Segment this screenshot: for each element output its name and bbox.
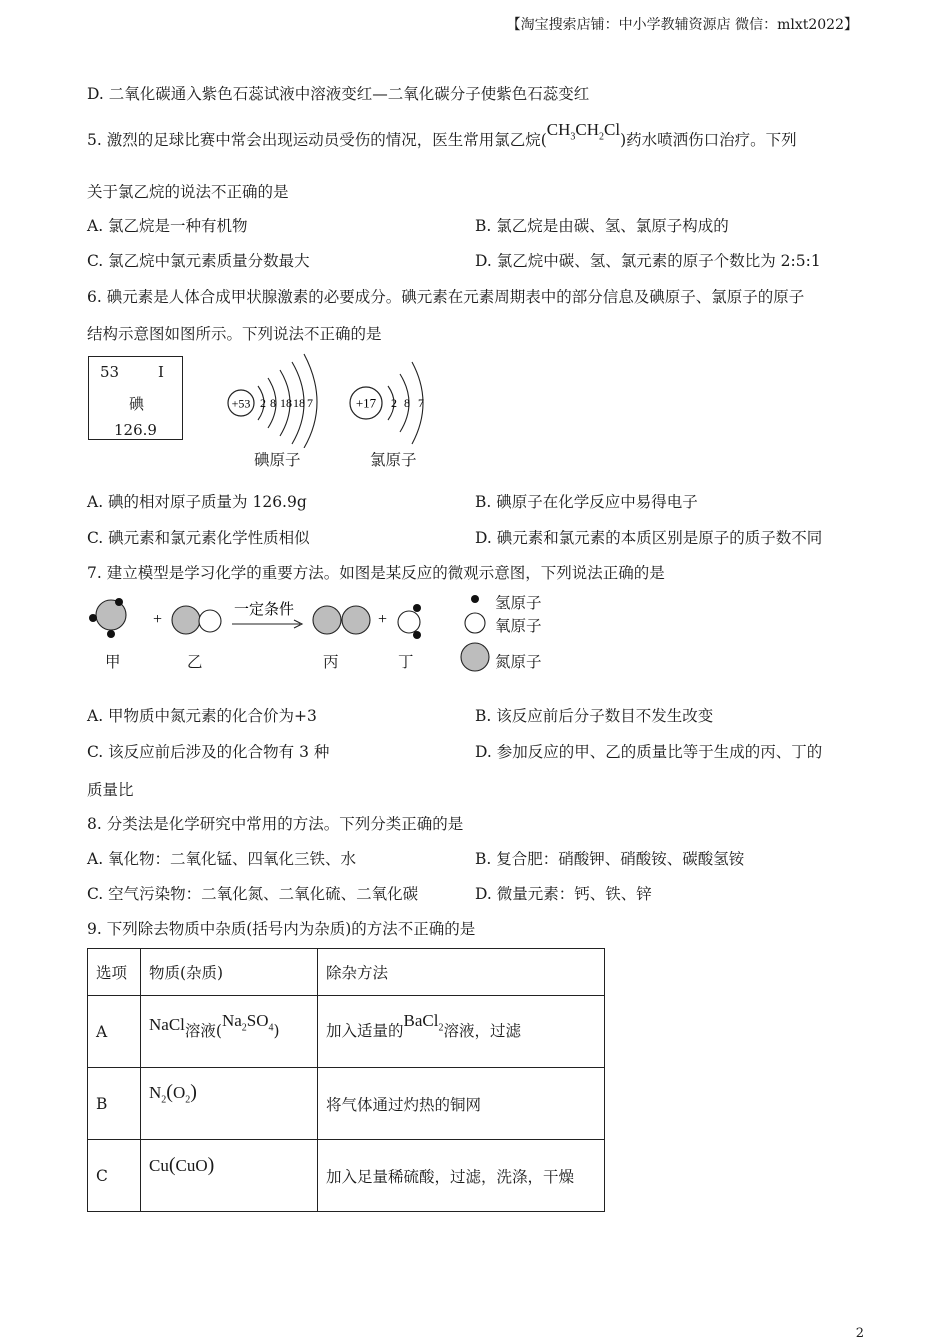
row-method: [318, 996, 605, 1068]
legend-oxygen: 氧原子: [495, 617, 542, 635]
q6-option-b: B. 碘原子在化学反应中易得电子: [475, 493, 698, 511]
row-substance: [141, 1140, 318, 1212]
row-substance: [141, 1068, 318, 1140]
q8-option-b: B. 复合肥：硝酸钾、硝酸铵、碳酸氢铵: [475, 850, 745, 868]
atom-structure-diagrams: [220, 348, 450, 448]
chlorine-shell-2: 8: [404, 396, 410, 410]
q7-stem: 7. 建立模型是学习化学的重要方法。如图是某反应的微观示意图，下列说法正确的是: [87, 564, 665, 582]
close-paren: ): [273, 1022, 280, 1041]
solution-word: 溶液(: [184, 1022, 222, 1041]
q4-option-d: D. 二氧化碳通入紫色石蕊试液中溶液变红—二氧化碳分子使紫色石蕊变红: [87, 85, 590, 103]
element-symbol: I: [158, 363, 164, 381]
oxygen-legend-icon: [465, 613, 485, 633]
page-header: 【淘宝搜索店铺：中小学教辅资源店 微信：mlxt2022】: [506, 17, 858, 33]
row-option: B: [88, 1068, 141, 1140]
q5-option-a: A. 氯乙烷是一种有机物: [87, 217, 248, 235]
legend-nitrogen: 氮原子: [495, 653, 542, 671]
q5-text-before: 5. 激烈的足球比赛中常会出现运动员受伤的情况，医生常用氯乙烷(: [87, 131, 547, 149]
q6-stem-line2: 结构示意图如图所示。下列说法不正确的是: [87, 325, 382, 343]
row-method: 加入足量稀硫酸，过滤，洗涤，干燥: [318, 1140, 605, 1212]
chloroethane-formula: $CH_3CH_2Cl$: [546, 120, 621, 143]
header-substance: 物质(杂质): [141, 949, 318, 996]
iodine-atom-label: 碘原子: [254, 451, 301, 469]
iodine-shell-2: 8: [270, 396, 276, 410]
q8-option-d: D. 微量元素：钙、铁、锌: [475, 885, 652, 903]
label-ding: 丁: [398, 653, 414, 671]
q5-option-c: C. 氯乙烷中氯元素质量分数最大: [87, 252, 310, 270]
chlorine-shell-1: 2: [391, 396, 397, 410]
iodine-shell-3: 18: [280, 396, 292, 410]
q7-option-c: C. 该反应前后涉及的化合物有 3 种: [87, 743, 330, 761]
q8-option-c: C. 空气污染物：二氧化氮、二氧化硫、二氧化碳: [87, 885, 419, 903]
row-option: C: [88, 1140, 141, 1212]
q5-text-after: )药水喷洒伤口治疗。下列: [620, 131, 797, 149]
q9-stem: 9. 下列除去物质中杂质(括号内为杂质)的方法不正确的是: [87, 920, 476, 938]
nacl-formula: NaCl: [149, 1015, 185, 1035]
method-after: 溶液，过滤: [443, 1022, 521, 1041]
atomic-mass: 126.9: [114, 421, 157, 439]
molecule-bing: [313, 606, 370, 634]
bacl2-formula: BaCl$_2$: [403, 1011, 444, 1034]
table-row: [88, 1140, 605, 1212]
na2so4-formula: $Na_2SO_4$: [221, 1011, 274, 1034]
row-substance: [141, 996, 318, 1068]
table-row: [88, 996, 605, 1068]
q6-stem: 6. 碘元素是人体合成甲状腺激素的必要成分。碘元素在元素周期表中的部分信息及碘原子、氯原子的原子: [87, 288, 805, 306]
chlorine-atom-label: 氯原子: [370, 451, 417, 469]
q8-option-a: A. 氧化物：二氧化锰、四氧化三铁、水: [87, 850, 357, 868]
iodine-shell-4: 18: [293, 396, 305, 410]
chlorine-nucleus-charge: +17: [355, 395, 377, 411]
method-before: 加入适量的: [326, 1022, 404, 1041]
nitrogen-legend-icon: [461, 643, 489, 671]
header-option: 选项: [88, 949, 141, 996]
chlorine-atom-diagram: [350, 362, 424, 444]
q6-option-d: D. 碘元素和氯元素的本质区别是原子的质子数不同: [475, 529, 823, 547]
iodine-atom-diagram: [228, 354, 317, 448]
periodic-table-cell: [88, 356, 183, 440]
reaction-micro-diagram: [80, 588, 560, 683]
table-header-row: [88, 949, 605, 996]
table-row: [88, 1068, 605, 1140]
q7-option-a: A. 甲物质中氮元素的化合价为+3: [87, 707, 317, 725]
q7-option-b: B. 该反应前后分子数目不发生改变: [475, 707, 714, 725]
q6-option-a: A. 碘的相对原子质量为 126.9g: [87, 493, 307, 511]
cu-cuo-formula: Cu(CuO): [149, 1154, 215, 1176]
q8-stem: 8. 分类法是化学研究中常用的方法。下列分类正确的是: [87, 815, 464, 833]
molecule-ding: [398, 604, 421, 639]
atomic-number: 53: [100, 363, 120, 381]
row-option: A: [88, 996, 141, 1068]
label-yi: 乙: [187, 653, 203, 671]
header-method: 除杂方法: [318, 949, 605, 996]
q5-option-b: B. 氯乙烷是由碳、氢、氯原子构成的: [475, 217, 729, 235]
n2-o2-formula: $N_2(O_2)$: [149, 1081, 197, 1106]
iodine-shell-5: 7: [307, 396, 313, 410]
q5-stem: [87, 120, 797, 152]
legend-hydrogen: 氢原子: [495, 594, 542, 612]
q7-option-d: D. 参加反应的甲、乙的质量比等于生成的丙、丁的: [475, 743, 823, 761]
reaction-condition: 一定条件: [234, 600, 295, 618]
impurity-removal-table: [87, 948, 605, 1212]
q5-stem-line2: 关于氯乙烷的说法不正确的是: [87, 183, 289, 201]
iodine-shell-1: 2: [260, 396, 266, 410]
hydrogen-legend-icon: [471, 595, 479, 603]
legend: [461, 595, 489, 671]
plus-sign-2: +: [378, 611, 388, 628]
chlorine-shell-3: 7: [418, 396, 424, 410]
q5-option-d: D. 氯乙烷中碳、氢、氯元素的原子个数比为 2:5:1: [475, 252, 821, 270]
label-bing: 丙: [323, 653, 339, 671]
row-method: 将气体通过灼热的铜网: [318, 1068, 605, 1140]
plus-sign-1: +: [153, 611, 163, 628]
page-number: 2: [855, 1326, 864, 1341]
label-jia: 甲: [105, 653, 121, 671]
iodine-nucleus-charge: +53: [231, 396, 251, 411]
molecule-yi: [172, 606, 221, 634]
q6-option-c: C. 碘元素和氯元素化学性质相似: [87, 529, 310, 547]
q7-option-d-cont: 质量比: [87, 781, 134, 799]
molecule-jia: [89, 598, 126, 638]
element-name: 碘: [129, 395, 145, 413]
